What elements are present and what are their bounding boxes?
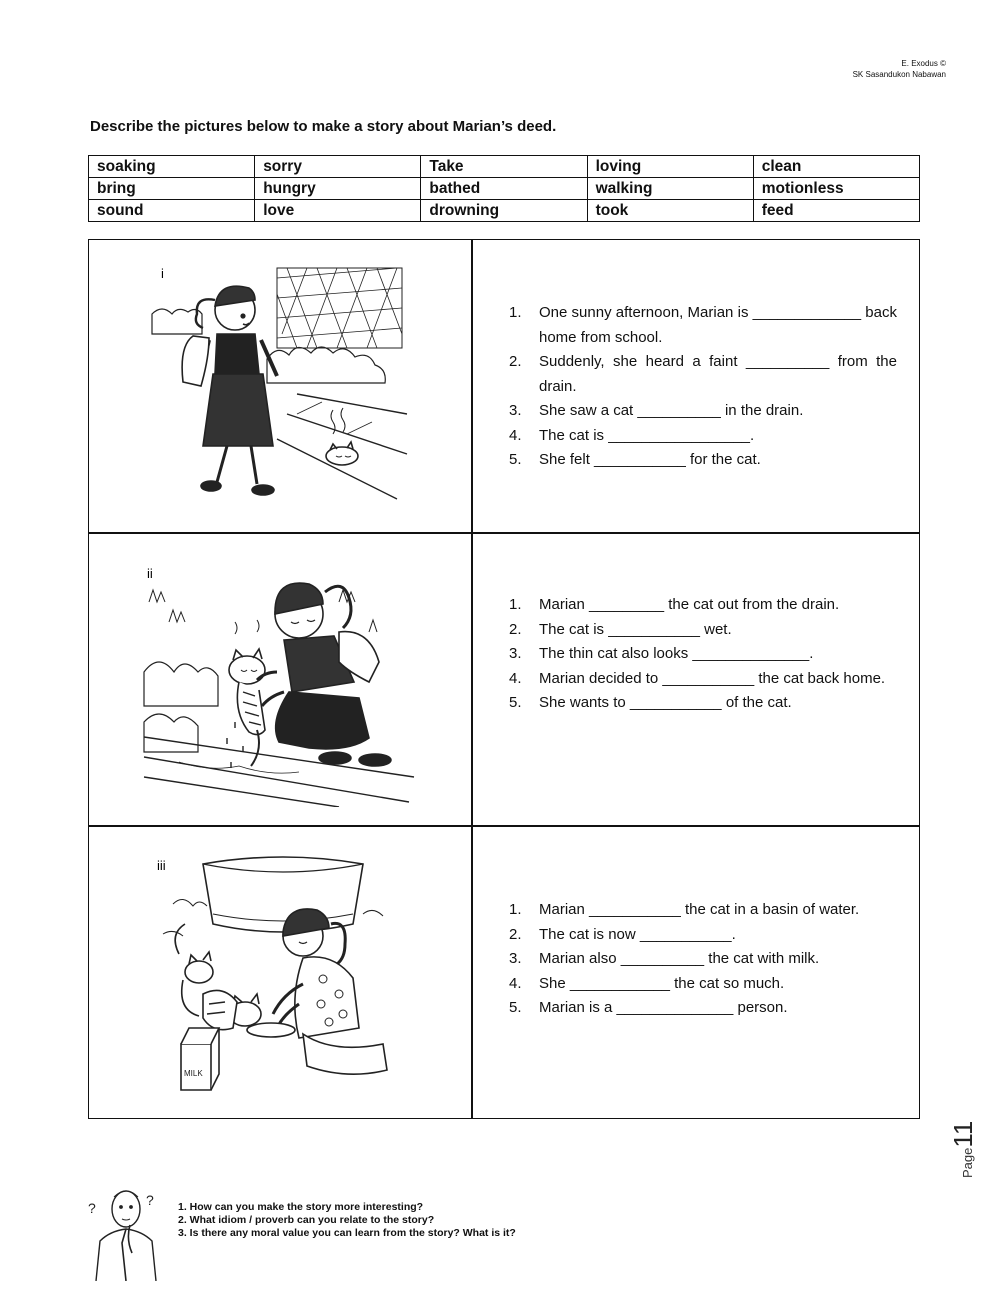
- question-text: Marian is a ______________ person.: [539, 999, 788, 1016]
- word-cell: motionless: [753, 178, 919, 200]
- question-item: [509, 424, 897, 449]
- question-number: 5.: [509, 999, 522, 1016]
- page-number: [948, 1100, 988, 1180]
- word-cell: loving: [587, 156, 753, 178]
- question-number: 1.: [509, 596, 522, 613]
- word-cell: soaking: [89, 156, 255, 178]
- question-text: Suddenly, she heard a faint __________ from the drain.: [539, 353, 897, 395]
- reflection-question: 1. How can you make the story more interesting?: [178, 1201, 424, 1213]
- question-number: 2.: [509, 620, 522, 638]
- question-text: The thin cat also looks ______________.: [539, 645, 814, 662]
- question-item: [509, 642, 897, 667]
- word-cell: bathed: [421, 178, 587, 200]
- instruction: Describe the pictures below to make a story about Marian’s deed.: [90, 118, 557, 135]
- word-cell: took: [587, 200, 753, 222]
- reflection-questions: [178, 1201, 516, 1240]
- grid-divider-vertical: [471, 240, 473, 1118]
- thinking-person-icon: [86, 1183, 166, 1281]
- question-number: 4.: [509, 974, 522, 992]
- word-cell: clean: [753, 156, 919, 178]
- page-number-value: 11: [948, 1120, 978, 1148]
- word-bank-row: [89, 156, 920, 178]
- word-bank-row: [89, 178, 920, 200]
- question-list-panel-3: [509, 898, 897, 1021]
- question-number: 3.: [509, 950, 522, 967]
- question-number: 4.: [509, 426, 522, 444]
- question-item: [509, 618, 897, 643]
- question-list-panel-1: [509, 301, 897, 473]
- question-text: She saw a cat __________ in the drain.: [539, 402, 804, 419]
- panel-label: iii: [157, 858, 166, 873]
- credit-block: [853, 58, 946, 80]
- question-item: [509, 947, 897, 972]
- question-item: [509, 691, 897, 716]
- question-item: [509, 667, 897, 692]
- svg-text:?: ?: [88, 1200, 96, 1216]
- grid-divider-horizontal: [89, 532, 919, 534]
- question-text: Marian also __________ the cat with milk.: [539, 950, 820, 967]
- question-text: One sunny afternoon, Marian is _____________ back home from school.: [539, 304, 897, 346]
- word-cell: hungry: [255, 178, 421, 200]
- panel-label: ii: [147, 566, 153, 581]
- word-cell: sound: [89, 200, 255, 222]
- word-cell: feed: [753, 200, 919, 222]
- question-text: She felt ___________ for the cat.: [539, 451, 761, 468]
- word-cell: walking: [587, 178, 753, 200]
- question-text: Marian _________ the cat out from the drain.: [539, 596, 840, 613]
- question-number: 1.: [509, 304, 522, 321]
- word-cell: Take: [421, 156, 587, 178]
- question-number: 5.: [509, 694, 522, 711]
- question-list-panel-2: [509, 593, 897, 716]
- girl-feeding-cat-milk-illustration: [153, 854, 413, 1094]
- question-text: The cat is ___________ wet.: [539, 620, 732, 638]
- reflection-question: 2. What idiom / proverb can you relate to the story?: [178, 1214, 435, 1226]
- question-item: [509, 898, 897, 923]
- question-text: She ____________ the cat so much.: [539, 974, 785, 992]
- question-item: [509, 350, 897, 399]
- question-item: [509, 593, 897, 618]
- page-word: Page: [960, 1147, 975, 1178]
- milk-label: MILK: [184, 1069, 203, 1078]
- question-item: [509, 996, 897, 1021]
- girl-lifting-wet-cat-illustration: [139, 562, 419, 807]
- question-item: [509, 448, 897, 473]
- word-cell: drowning: [421, 200, 587, 222]
- credit-author: E. Exodus ©: [901, 59, 946, 68]
- word-cell: bring: [89, 178, 255, 200]
- reflection-question: 3. Is there any moral value you can learn from the story? What is it?: [178, 1227, 516, 1239]
- question-text: Marian ___________ the cat in a basin of water.: [539, 901, 860, 918]
- svg-text:?: ?: [146, 1192, 154, 1208]
- question-number: 2.: [509, 353, 522, 370]
- word-bank-table: [88, 155, 920, 222]
- question-number: 5.: [509, 451, 522, 468]
- question-number: 3.: [509, 402, 522, 419]
- question-text: Marian decided to ___________ the cat back home.: [539, 669, 886, 687]
- girl-walking-finds-cat-in-drain-illustration: [147, 264, 409, 504]
- question-number: 1.: [509, 901, 522, 918]
- word-cell: sorry: [255, 156, 421, 178]
- story-grid: [88, 239, 920, 1119]
- question-number: 4.: [509, 669, 522, 687]
- grid-divider-horizontal: [89, 825, 919, 827]
- question-text: She wants to ___________ of the cat.: [539, 694, 792, 711]
- question-item: [509, 301, 897, 350]
- question-number: 2.: [509, 925, 522, 943]
- question-text: The cat is _________________.: [539, 426, 755, 444]
- question-item: [509, 923, 897, 948]
- panel-label: i: [161, 266, 164, 281]
- question-number: 3.: [509, 645, 522, 662]
- word-bank-row: [89, 200, 920, 222]
- credit-school: SK Sasandukon Nabawan: [852, 70, 946, 79]
- question-item: [509, 399, 897, 424]
- question-text: The cat is now ___________.: [539, 925, 736, 943]
- question-item: [509, 972, 897, 997]
- word-cell: love: [255, 200, 421, 222]
